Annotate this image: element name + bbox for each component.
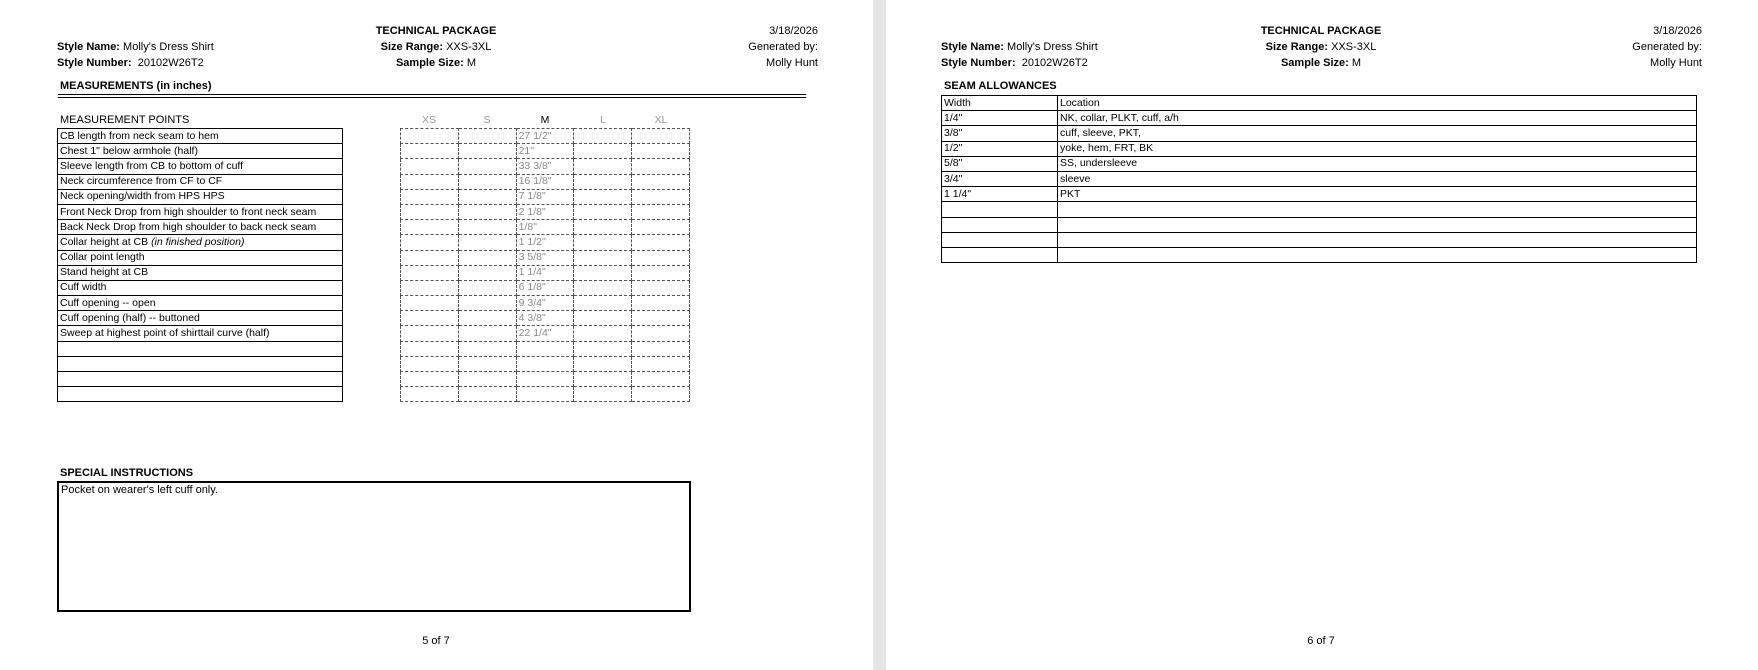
doc-title: TECHNICAL PACKAGE bbox=[375, 25, 497, 37]
size-cell-s bbox=[458, 311, 516, 326]
seam-location-cell bbox=[1058, 232, 1697, 247]
size-range: Size Range: XXS-3XL bbox=[380, 41, 492, 53]
size-grid-table bbox=[400, 128, 690, 402]
size-grid-row bbox=[401, 326, 690, 341]
size-cell-xs bbox=[401, 387, 459, 402]
size-cell-xl bbox=[632, 387, 690, 402]
size-cell-xl bbox=[632, 265, 690, 280]
measurement-point-cell bbox=[58, 189, 343, 204]
size-cell-xs bbox=[401, 341, 459, 356]
size-cell-xl bbox=[632, 356, 690, 371]
seam-location-cell: PKT bbox=[1058, 187, 1697, 202]
measurement-point-cell bbox=[58, 372, 343, 387]
size-cell-m: 3 5/8" bbox=[516, 250, 574, 265]
size-cell-xs bbox=[401, 326, 459, 341]
seam-location-cell: sleeve bbox=[1058, 171, 1697, 186]
doc-title: TECHNICAL PACKAGE bbox=[1260, 25, 1382, 37]
size-grid-row bbox=[401, 372, 690, 387]
measurement-point-label: Cuff width bbox=[60, 281, 107, 294]
measurement-point-cell bbox=[58, 220, 343, 235]
size-cell-m: 1 1/4" bbox=[516, 265, 574, 280]
seam-width-cell: 3/8" bbox=[942, 126, 1058, 141]
size-cell-xs bbox=[401, 159, 459, 174]
size-cell-l bbox=[574, 372, 632, 387]
size-cell-xs bbox=[401, 174, 459, 189]
seam-row bbox=[942, 156, 1697, 171]
size-range: Size Range: XXS-3XL bbox=[1265, 41, 1377, 53]
size-cell-xl bbox=[632, 280, 690, 295]
measurement-point-cell bbox=[58, 387, 343, 402]
measurement-point-cell bbox=[58, 204, 343, 219]
size-cell-m: 7 1/8" bbox=[516, 189, 574, 204]
style-name: Style Name: Molly's Dress Shirt bbox=[941, 41, 1098, 53]
measurement-row bbox=[58, 311, 343, 326]
size-grid-row bbox=[401, 311, 690, 326]
size-cell-s bbox=[458, 129, 516, 144]
size-cell-xs bbox=[401, 204, 459, 219]
size-grid-row bbox=[401, 189, 690, 204]
size-cell-xl bbox=[632, 311, 690, 326]
size-cell-l bbox=[574, 356, 632, 371]
size-header-s: S bbox=[483, 114, 491, 126]
size-cell-s bbox=[458, 189, 516, 204]
size-grid-row bbox=[401, 144, 690, 159]
size-cell-l bbox=[574, 220, 632, 235]
measurement-point-cell bbox=[58, 159, 343, 174]
double-rule bbox=[58, 94, 806, 98]
size-header-xl: XL bbox=[654, 114, 668, 126]
size-grid-row bbox=[401, 220, 690, 235]
size-cell-xl bbox=[632, 220, 690, 235]
seam-location-cell: yoke, hem, FRT, BK bbox=[1058, 141, 1697, 156]
measurement-point-cell bbox=[58, 326, 343, 341]
seam-allowances-table bbox=[941, 95, 1697, 263]
measurement-point-cell bbox=[58, 265, 343, 280]
size-cell-m: 27 1/2" bbox=[516, 129, 574, 144]
size-cell-s bbox=[458, 144, 516, 159]
measurement-point-label: Back Neck Drop from high shoulder to back neck seam bbox=[60, 220, 317, 233]
size-cell-xs bbox=[401, 372, 459, 387]
size-cell-xl bbox=[632, 250, 690, 265]
measurement-point-label: Sweep at highest point of shirttail curve (half) bbox=[60, 327, 270, 340]
size-cell-s bbox=[458, 356, 516, 371]
style-name: Style Name: Molly's Dress Shirt bbox=[57, 41, 214, 53]
size-cell-l bbox=[574, 250, 632, 265]
measurement-row bbox=[58, 326, 343, 341]
measurement-row bbox=[58, 280, 343, 295]
size-cell-l bbox=[574, 189, 632, 204]
measurement-row bbox=[58, 296, 343, 311]
size-grid-row bbox=[401, 235, 690, 250]
size-cell-xs bbox=[401, 220, 459, 235]
style-number: Style Number: 20102W26T2 bbox=[941, 57, 1088, 69]
seam-width-cell bbox=[942, 202, 1058, 217]
size-cell-l bbox=[574, 296, 632, 311]
size-cell-l bbox=[574, 159, 632, 174]
measurement-point-cell bbox=[58, 129, 343, 144]
size-cell-s bbox=[458, 159, 516, 174]
size-cell-l bbox=[574, 311, 632, 326]
measurement-row bbox=[58, 159, 343, 174]
measurement-point-label: Neck circumference from CF to CF bbox=[60, 175, 223, 188]
size-cell-s bbox=[458, 204, 516, 219]
size-cell-m: 4 3/8" bbox=[516, 311, 574, 326]
size-grid-row bbox=[401, 356, 690, 371]
measurement-row bbox=[58, 387, 343, 402]
size-cell-m: 21" bbox=[516, 144, 574, 159]
size-cell-l bbox=[574, 341, 632, 356]
seam-header-row bbox=[942, 96, 1697, 111]
seam-row bbox=[942, 187, 1697, 202]
measurement-point-label: CB length from neck seam to hem bbox=[60, 129, 219, 142]
size-cell-xl bbox=[632, 189, 690, 204]
size-cell-m bbox=[516, 387, 574, 402]
size-header-m: M bbox=[540, 114, 550, 126]
size-grid-row bbox=[401, 280, 690, 295]
seam-row bbox=[942, 217, 1697, 232]
measurement-row bbox=[58, 265, 343, 280]
sample-size: Sample Size: M bbox=[395, 57, 477, 69]
size-cell-s bbox=[458, 341, 516, 356]
size-grid-row bbox=[401, 387, 690, 402]
measurement-point-label: Cuff opening (half) -- buttoned bbox=[60, 311, 200, 324]
size-cell-l bbox=[574, 387, 632, 402]
seam-width-cell bbox=[942, 217, 1058, 232]
col-location-header: Location bbox=[1058, 96, 1697, 111]
measurement-row bbox=[58, 129, 343, 144]
measurement-points-header: MEASUREMENT POINTS bbox=[60, 114, 190, 126]
size-cell-l bbox=[574, 235, 632, 250]
seam-width-cell: 1/4" bbox=[942, 111, 1058, 126]
size-cell-xs bbox=[401, 265, 459, 280]
size-cell-l bbox=[574, 129, 632, 144]
size-cell-m: 2 1/8" bbox=[516, 204, 574, 219]
size-cell-xs bbox=[401, 250, 459, 265]
special-instructions-title: SPECIAL INSTRUCTIONS bbox=[60, 467, 194, 479]
measurement-row bbox=[58, 341, 343, 356]
size-cell-s bbox=[458, 280, 516, 295]
size-grid-row bbox=[401, 341, 690, 356]
size-cell-xl bbox=[632, 204, 690, 219]
special-instructions-text: Pocket on wearer's left cuff only. bbox=[61, 484, 218, 496]
seam-row bbox=[942, 111, 1697, 126]
size-cell-xs bbox=[401, 356, 459, 371]
size-cell-l bbox=[574, 144, 632, 159]
size-cell-s bbox=[458, 235, 516, 250]
style-number: Style Number: 20102W26T2 bbox=[57, 57, 204, 69]
doc-date: 3/18/2026 bbox=[769, 25, 818, 37]
size-cell-xl bbox=[632, 372, 690, 387]
size-cell-s bbox=[458, 296, 516, 311]
measurement-point-cell bbox=[58, 341, 343, 356]
sample-size: Sample Size: M bbox=[1280, 57, 1362, 69]
measurement-point-cell bbox=[58, 280, 343, 295]
col-width-header: Width bbox=[942, 96, 1058, 111]
measurement-row bbox=[58, 204, 343, 219]
measurement-point-cell bbox=[58, 356, 343, 371]
measurement-row bbox=[58, 235, 343, 250]
size-cell-xl bbox=[632, 159, 690, 174]
seam-row bbox=[942, 202, 1697, 217]
seam-location-cell: SS, undersleeve bbox=[1058, 156, 1697, 171]
special-instructions-box bbox=[57, 481, 691, 612]
generated-by-label: Generated by: bbox=[748, 41, 818, 53]
page-number: 5 of 7 bbox=[422, 635, 450, 647]
size-cell-xs bbox=[401, 296, 459, 311]
measurement-row bbox=[58, 220, 343, 235]
size-grid-row bbox=[401, 159, 690, 174]
size-cell-m bbox=[516, 372, 574, 387]
seam-row bbox=[942, 171, 1697, 186]
measurement-row bbox=[58, 372, 343, 387]
size-cell-l bbox=[574, 326, 632, 341]
measurement-point-cell bbox=[58, 311, 343, 326]
size-grid-row bbox=[401, 265, 690, 280]
size-header-l: L bbox=[600, 114, 606, 126]
measurement-point-label: Collar point length bbox=[60, 251, 145, 264]
measurement-point-label: Stand height at CB bbox=[60, 266, 149, 279]
measurement-point-label: Collar height at CB bbox=[60, 235, 149, 248]
size-cell-xl bbox=[632, 341, 690, 356]
size-cell-s bbox=[458, 174, 516, 189]
seam-location-cell bbox=[1058, 217, 1697, 232]
size-cell-xs bbox=[401, 311, 459, 326]
measurement-point-cell bbox=[58, 235, 343, 250]
seam-width-cell: 3/4" bbox=[942, 171, 1058, 186]
size-cell-m: 16 1/8" bbox=[516, 174, 574, 189]
seam-location-cell bbox=[1058, 202, 1697, 217]
size-cell-xl bbox=[632, 326, 690, 341]
measurement-row bbox=[58, 174, 343, 189]
size-cell-l bbox=[574, 280, 632, 295]
measurement-point-cell bbox=[58, 250, 343, 265]
size-cell-xl bbox=[632, 235, 690, 250]
size-cell-xs bbox=[401, 144, 459, 159]
seam-width-cell: 1/2" bbox=[942, 141, 1058, 156]
seam-location-cell: cuff, sleeve, PKT, bbox=[1058, 126, 1697, 141]
seam-width-cell bbox=[942, 247, 1058, 262]
seam-row bbox=[942, 232, 1697, 247]
measurement-point-cell bbox=[58, 296, 343, 311]
document-page-5 bbox=[0, 0, 873, 670]
seam-location-cell: NK, collar, PLKT, cuff, a/h bbox=[1058, 111, 1697, 126]
size-cell-xs bbox=[401, 280, 459, 295]
size-cell-s bbox=[458, 372, 516, 387]
size-cell-s bbox=[458, 250, 516, 265]
measurement-point-label: Chest 1" below armhole (half) bbox=[60, 144, 198, 157]
measurement-row bbox=[58, 144, 343, 159]
size-header-xs: XS bbox=[421, 114, 437, 126]
measurement-row bbox=[58, 250, 343, 265]
size-cell-xl bbox=[632, 144, 690, 159]
document-page-6 bbox=[886, 0, 1758, 670]
seam-row bbox=[942, 126, 1697, 141]
size-cell-xs bbox=[401, 129, 459, 144]
seam-row bbox=[942, 141, 1697, 156]
size-cell-xs bbox=[401, 189, 459, 204]
size-cell-m: 6 1/8" bbox=[516, 280, 574, 295]
size-cell-l bbox=[574, 204, 632, 219]
size-cell-m: 1/8" bbox=[516, 220, 574, 235]
size-cell-m: 9 3/4" bbox=[516, 296, 574, 311]
seam-location-cell bbox=[1058, 247, 1697, 262]
measurement-point-note: (in finished position) bbox=[151, 235, 245, 248]
size-cell-m bbox=[516, 356, 574, 371]
generated-by-name: Molly Hunt bbox=[766, 57, 818, 69]
size-cell-xl bbox=[632, 129, 690, 144]
generated-by-name: Molly Hunt bbox=[1650, 57, 1702, 69]
measurement-row bbox=[58, 356, 343, 371]
seam-allowances-title: SEAM ALLOWANCES bbox=[944, 80, 1057, 92]
size-cell-m bbox=[516, 341, 574, 356]
size-grid-row bbox=[401, 296, 690, 311]
size-cell-s bbox=[458, 265, 516, 280]
measurement-point-label: Front Neck Drop from high shoulder to front neck seam bbox=[60, 205, 317, 218]
page-number: 6 of 7 bbox=[1307, 635, 1335, 647]
size-grid-row bbox=[401, 174, 690, 189]
size-cell-s bbox=[458, 387, 516, 402]
measurement-row bbox=[58, 189, 343, 204]
generated-by-label: Generated by: bbox=[1632, 41, 1702, 53]
size-cell-xl bbox=[632, 174, 690, 189]
size-grid-row bbox=[401, 204, 690, 219]
size-cell-xs bbox=[401, 235, 459, 250]
measurements-title: MEASUREMENTS (in inches) bbox=[60, 80, 212, 92]
size-cell-l bbox=[574, 265, 632, 280]
seam-width-cell bbox=[942, 232, 1058, 247]
measurement-point-label: Cuff opening -- open bbox=[60, 296, 156, 309]
size-cell-s bbox=[458, 220, 516, 235]
seam-width-cell: 5/8" bbox=[942, 156, 1058, 171]
measurement-points-table bbox=[57, 128, 343, 402]
seam-width-cell: 1 1/4" bbox=[942, 187, 1058, 202]
measurement-point-cell bbox=[58, 144, 343, 159]
size-cell-s bbox=[458, 326, 516, 341]
measurement-point-label: Sleeve length from CB to bottom of cuff bbox=[60, 159, 244, 172]
measurement-point-label: Neck opening/width from HPS HPS bbox=[60, 190, 225, 203]
size-cell-m: 22 1/4" bbox=[516, 326, 574, 341]
size-cell-m: 1 1/2" bbox=[516, 235, 574, 250]
size-cell-xl bbox=[632, 296, 690, 311]
size-grid-row bbox=[401, 250, 690, 265]
doc-date: 3/18/2026 bbox=[1653, 25, 1702, 37]
size-cell-m: 33 3/8" bbox=[516, 159, 574, 174]
size-cell-l bbox=[574, 174, 632, 189]
seam-row bbox=[942, 247, 1697, 262]
measurement-point-cell bbox=[58, 174, 343, 189]
size-grid-row bbox=[401, 129, 690, 144]
